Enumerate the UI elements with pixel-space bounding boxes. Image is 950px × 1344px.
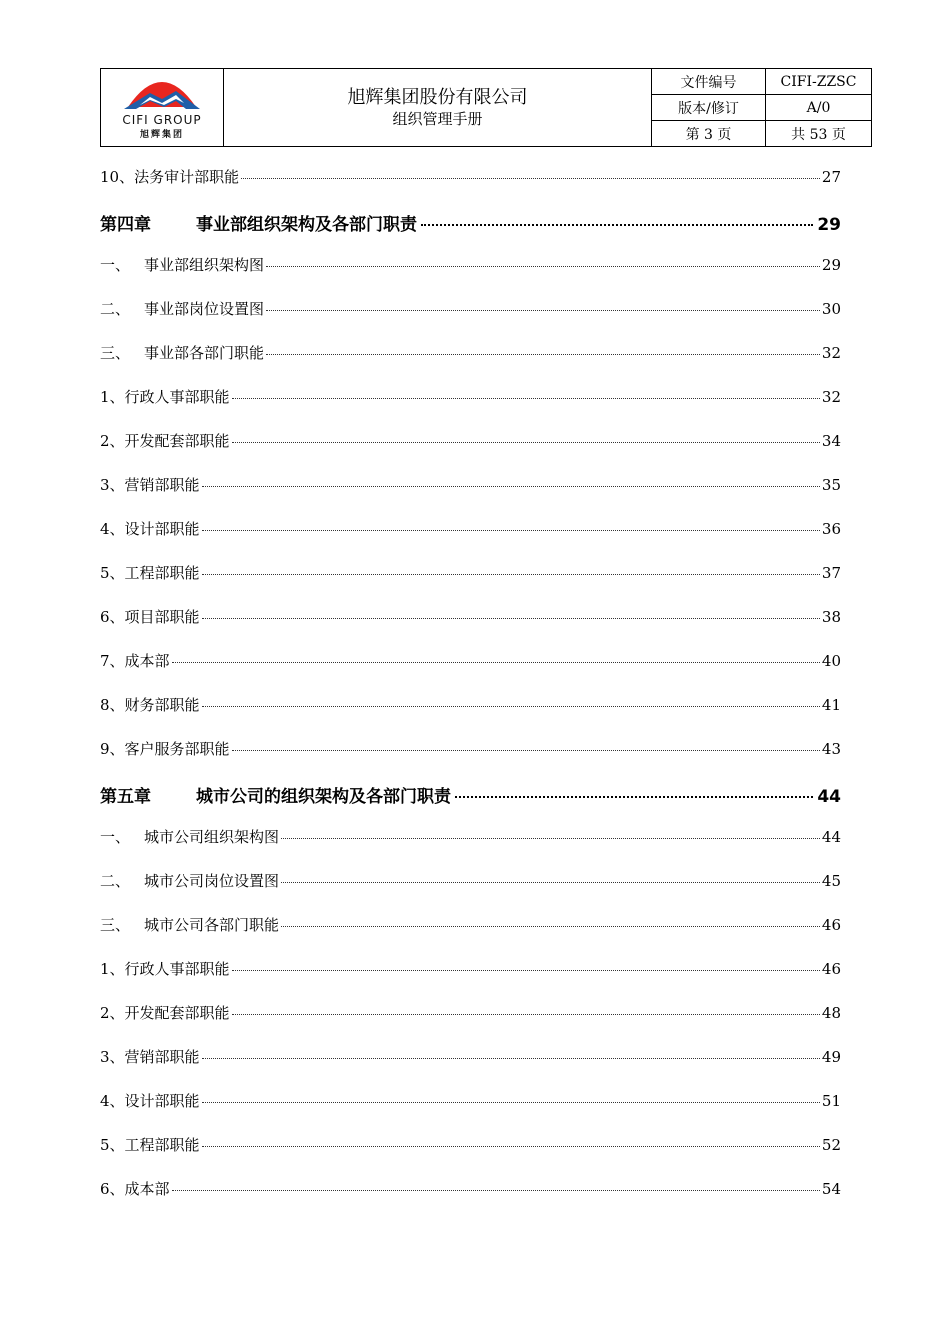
toc-label: 城市公司各部门职能 [144,916,280,934]
toc-label: 事业部岗位设置图 [144,300,265,318]
toc-number: 三、 [100,916,131,934]
toc-page-number: 40 [821,652,841,670]
toc-page-number: 54 [821,1180,841,1198]
toc-number: 三、 [100,344,131,362]
toc-label: 2、开发配套部职能 [100,1004,230,1022]
toc-label: 3、营销部职能 [100,1048,200,1066]
toc-label: 6、项目部职能 [100,608,200,626]
toc-page-number: 43 [821,740,841,758]
toc-page-number: 35 [821,476,841,494]
toc-dot-leader [202,486,820,487]
logo-text: CIFI GROUP [122,113,202,127]
logo-cell [101,69,224,146]
toc-label: 4、设计部职能 [100,1092,200,1110]
toc-dot-leader [232,398,820,399]
toc-entry[interactable] [100,870,841,914]
toc-label: 城市公司岗位设置图 [144,872,280,890]
toc-label: 1、行政人事部职能 [100,388,230,406]
toc-label: 8、财务部职能 [100,696,200,714]
toc-dot-leader [281,882,820,883]
meta-value: CIFI-ZZSC [780,73,857,90]
toc-label: 1、行政人事部职能 [100,960,230,978]
toc-number: 第四章 [100,215,151,235]
toc-page-number: 34 [821,432,841,450]
toc-label: 5、工程部职能 [100,564,200,582]
toc-label: 3、营销部职能 [100,476,200,494]
toc-number: 一、 [100,828,131,846]
toc-page-number: 44 [821,828,841,846]
toc-entry[interactable] [100,386,841,430]
toc-dot-leader [241,178,820,179]
toc-label: 城市公司组织架构图 [144,828,280,846]
meta-row [652,95,871,121]
toc-label: 2、开发配套部职能 [100,432,230,450]
toc-entry[interactable] [100,606,841,650]
toc-number: 二、 [100,300,131,318]
toc-chapter[interactable] [100,782,841,826]
document-header [100,68,872,147]
toc-entry[interactable] [100,694,841,738]
toc-entry[interactable] [100,650,841,694]
toc-page-number: 32 [821,388,841,406]
toc-entry[interactable] [100,958,841,1002]
toc-dot-leader [232,1014,820,1015]
toc-page-number: 37 [821,564,841,582]
cifi-logo-icon [120,75,204,115]
meta-value: 共 53 页 [791,126,846,143]
toc-dot-leader [266,266,820,267]
toc-label: 7、成本部 [100,652,170,670]
toc-page-number: 29 [821,256,841,274]
toc-label: 城市公司的组织架构及各部门职责 [196,787,451,807]
toc-page-number: 46 [821,916,841,934]
toc-dot-leader [202,574,820,575]
toc-entry[interactable] [100,562,841,606]
toc-page-number: 36 [821,520,841,538]
toc-dot-leader [202,1146,820,1147]
toc-dot-leader [232,442,820,443]
toc-label: 6、成本部 [100,1180,170,1198]
toc-entry[interactable] [100,1178,841,1222]
toc-entry[interactable] [100,518,841,562]
toc-page-number: 41 [821,696,841,714]
meta-row [652,121,871,146]
toc-entry[interactable] [100,1134,841,1178]
toc-dot-leader [266,354,820,355]
toc-dot-leader [172,662,820,663]
toc-page-number: 30 [821,300,841,318]
meta-label: 版本/修订 [652,95,766,120]
toc-page-number: 29 [817,215,841,235]
manual-title: 组织管理手册 [392,109,483,128]
toc-entry[interactable] [100,342,841,386]
toc-entry[interactable] [100,298,841,342]
toc-dot-leader [232,750,820,751]
toc-page-number: 52 [821,1136,841,1154]
toc-dot-leader [455,796,813,798]
toc-label: 10、法务审计部职能 [100,168,240,186]
table-of-contents [100,166,841,1222]
toc-label: 5、工程部职能 [100,1136,200,1154]
company-name: 旭辉集团股份有限公司 [347,86,528,108]
toc-number: 二、 [100,872,131,890]
toc-page-number: 45 [821,872,841,890]
toc-dot-leader [281,838,820,839]
toc-page-number: 27 [821,168,841,186]
title-cell [224,69,652,146]
toc-label: 事业部组织架构及各部门职责 [196,215,417,235]
meta-label: 第 3 页 [652,121,766,146]
toc-page-number: 48 [821,1004,841,1022]
toc-entry[interactable] [100,738,841,782]
toc-dot-leader [281,926,820,927]
toc-dot-leader [202,706,820,707]
toc-entry[interactable] [100,914,841,958]
toc-entry[interactable] [100,826,841,870]
toc-dot-leader [202,1058,820,1059]
toc-dot-leader [232,970,820,971]
toc-page-number: 38 [821,608,841,626]
toc-label: 事业部组织架构图 [144,256,265,274]
toc-dot-leader [421,224,813,226]
toc-page-number: 32 [821,344,841,362]
toc-dot-leader [202,1102,820,1103]
toc-entry[interactable] [100,166,841,210]
toc-page-number: 49 [821,1048,841,1066]
toc-dot-leader [172,1190,820,1191]
toc-entry[interactable] [100,474,841,518]
toc-entry[interactable] [100,1046,841,1090]
toc-entry[interactable] [100,254,841,298]
toc-dot-leader [202,618,820,619]
toc-dot-leader [266,310,820,311]
meta-value: A/0 [806,99,831,116]
toc-chapter[interactable] [100,210,841,254]
toc-label: 4、设计部职能 [100,520,200,538]
toc-page-number: 46 [821,960,841,978]
toc-page-number: 44 [817,787,841,807]
meta-label: 文件编号 [652,69,766,94]
toc-entry[interactable] [100,1002,841,1046]
toc-label: 事业部各部门职能 [144,344,265,362]
toc-number: 第五章 [100,787,151,807]
toc-dot-leader [202,530,820,531]
logo-subtext: 旭辉集团 [139,130,184,140]
toc-page-number: 51 [821,1092,841,1110]
meta-table [652,69,871,146]
toc-entry[interactable] [100,1090,841,1134]
toc-number: 一、 [100,256,131,274]
toc-label: 9、客户服务部职能 [100,740,230,758]
toc-entry[interactable] [100,430,841,474]
meta-row [652,69,871,95]
